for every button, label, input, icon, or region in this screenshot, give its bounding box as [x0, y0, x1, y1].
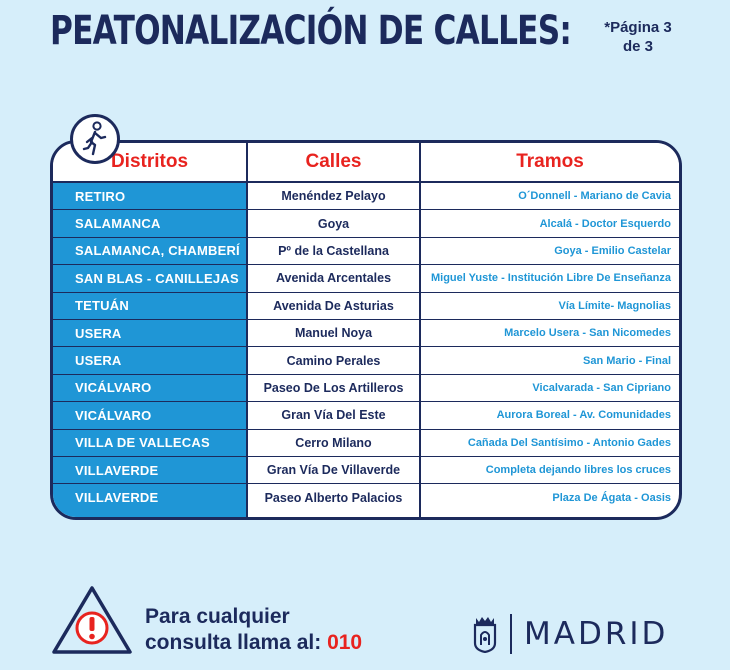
contact-message [145, 604, 362, 656]
section-cell: Completa dejando libres los cruces [485, 464, 671, 477]
street-cell: Pº de la Castellana [278, 243, 389, 258]
section-cell: San Mario - Final [582, 354, 671, 367]
page-indicator-line1: *Página 3 [604, 19, 672, 36]
street-cell: Goya [317, 216, 350, 231]
district-cell: VILLA DE VALLECAS [75, 435, 210, 451]
district-cell: USERA [75, 325, 122, 341]
pedestrian-icon [70, 114, 120, 164]
table-row [53, 210, 679, 237]
street-cell: Avenida Arcentales [275, 271, 392, 286]
table-row [53, 293, 679, 320]
table-row [53, 347, 679, 374]
district-cell: SAN BLAS - CANILLEJAS [75, 270, 239, 286]
table-row [53, 484, 679, 511]
street-cell: Cerro Milano [295, 435, 372, 450]
street-cell: Manuel Noya [294, 326, 373, 341]
header-sections: Tramos [516, 151, 584, 172]
header-streets: Calles [305, 151, 362, 172]
district-cell: RETIRO [75, 188, 126, 204]
section-cell: Marcelo Usera - San Nicomedes [504, 327, 671, 340]
table-row [53, 320, 679, 347]
madrid-logo-text: MADRID [524, 616, 669, 652]
warning-icon [48, 582, 136, 658]
table-row [53, 457, 679, 484]
district-cell: VICÁLVARO [75, 407, 152, 423]
table-row [53, 183, 679, 210]
section-cell: Plaza De Ágata - Oasis [552, 491, 671, 504]
page-indicator-line2: de 3 [622, 38, 653, 55]
contact-phone-number: 010 [327, 631, 363, 654]
street-cell: Camino Perales [286, 353, 381, 368]
madrid-crest-icon [470, 615, 500, 653]
district-cell: TETUÁN [75, 298, 129, 314]
madrid-logo [470, 614, 668, 654]
street-cell: Paseo Alberto Palacios [264, 490, 403, 505]
district-cell: SALAMANCA [75, 216, 161, 232]
street-cell: Gran Vía De Villaverde [266, 463, 401, 478]
section-cell: O´Donnell - Mariano de Cavia [518, 190, 671, 203]
street-cell: Paseo De Los Artilleros [263, 380, 404, 395]
table-row [53, 430, 679, 457]
district-cell: VILLAVERDE [75, 490, 159, 506]
table-body [53, 183, 679, 512]
section-cell: Vía Límite- Magnolias [558, 299, 671, 312]
section-cell: Miguel Yuste - Institución Libre De Enseñanza [430, 272, 671, 285]
contact-line1: Para cualquier [145, 605, 290, 628]
table-row [53, 402, 679, 429]
table-row [53, 375, 679, 402]
district-cell: SALAMANCA, CHAMBERÍ [75, 243, 240, 259]
page-title: PEATONALIZACIÓN DE CALLES: [50, 8, 572, 54]
district-cell: VICÁLVARO [75, 380, 152, 396]
street-cell: Gran Vía Del Este [281, 408, 386, 423]
streets-table [50, 140, 682, 520]
section-cell: Vicalvarada - San Cipriano [532, 381, 671, 394]
district-cell: USERA [75, 353, 122, 369]
street-cell: Avenida De Asturias [273, 298, 394, 313]
table-row [53, 238, 679, 265]
contact-line2: consulta llama al: [145, 631, 322, 654]
section-cell: Aurora Boreal - Av. Comunidades [496, 409, 671, 422]
header-districts: Distritos [110, 151, 189, 172]
table-row [53, 265, 679, 292]
section-cell: Goya - Emilio Castelar [554, 244, 671, 257]
section-cell: Cañada Del Santísimo - Antonio Gades [467, 436, 671, 449]
section-cell: Alcalá - Doctor Esquerdo [539, 217, 671, 230]
table-header [53, 143, 679, 183]
district-cell: VILLAVERDE [75, 462, 159, 478]
street-cell: Menéndez Pelayo [281, 189, 386, 204]
page-indicator [588, 18, 688, 56]
logo-separator [510, 614, 512, 654]
